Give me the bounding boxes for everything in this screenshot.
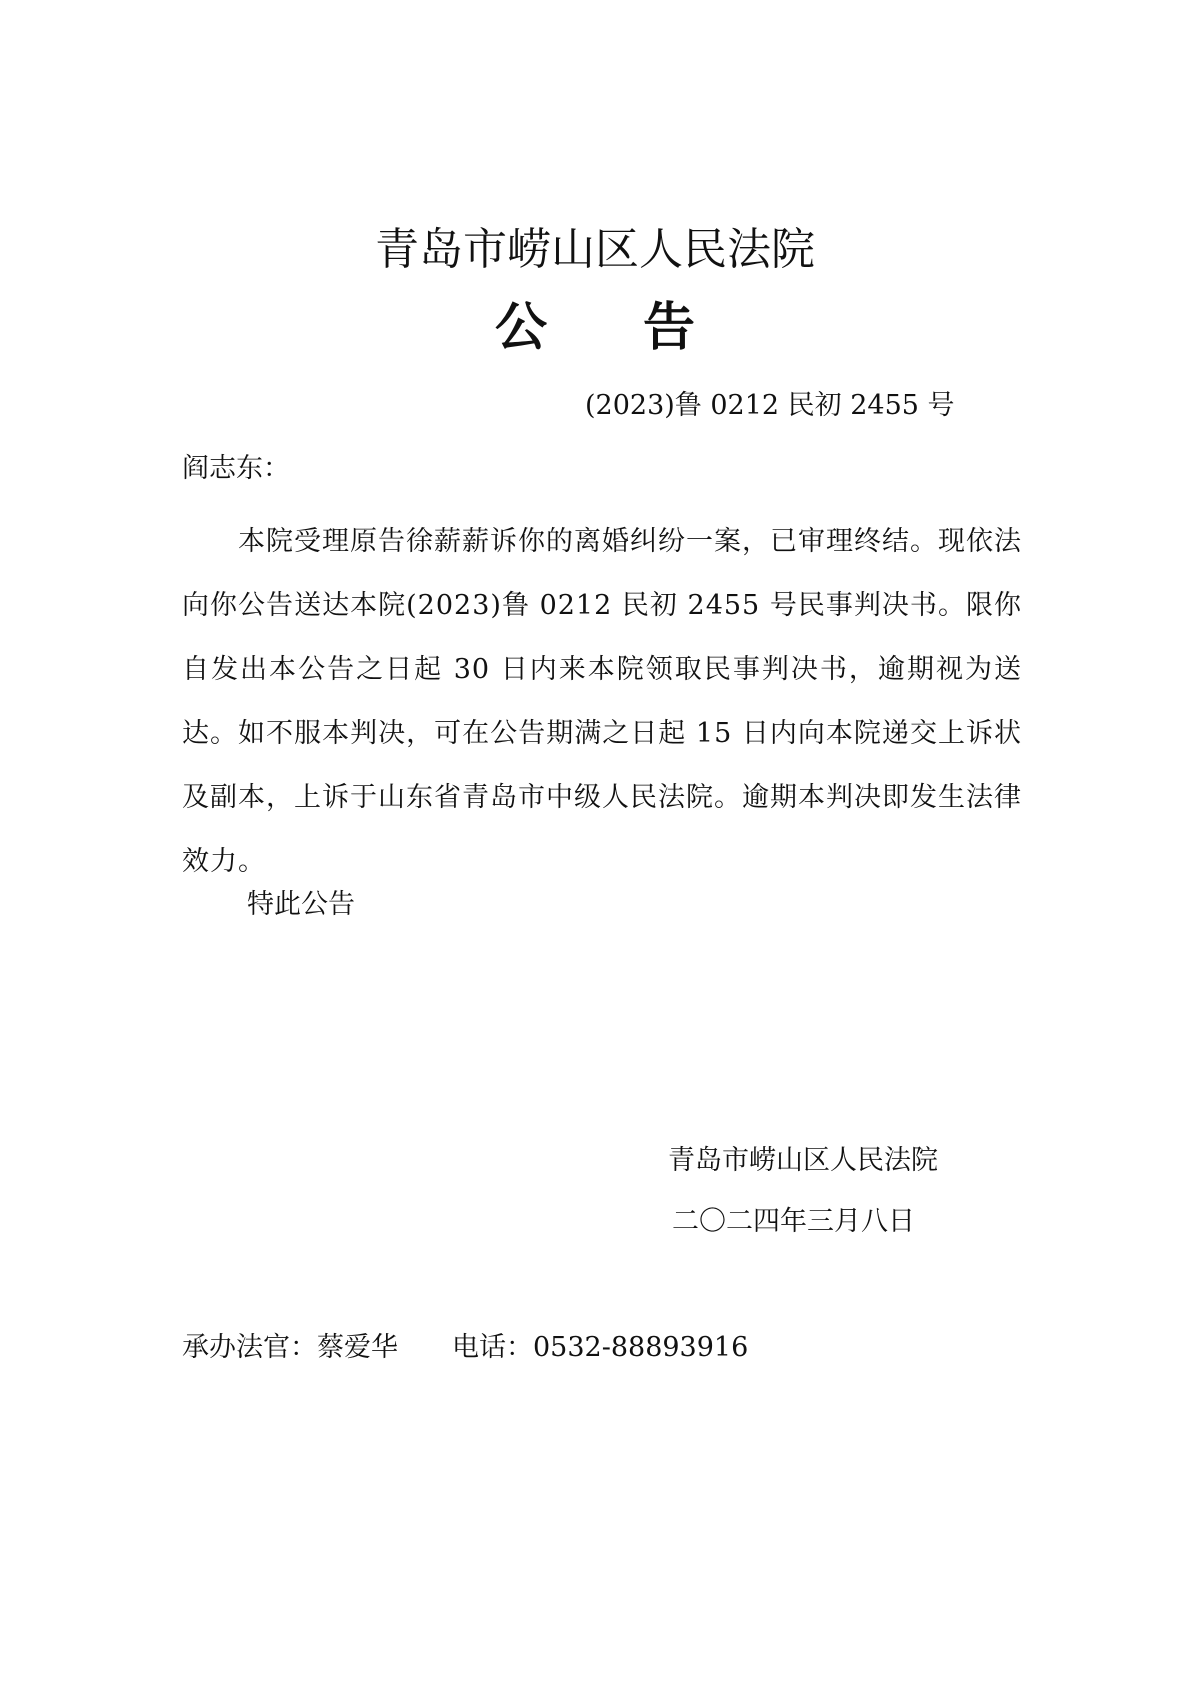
contact-line [182, 1330, 748, 1366]
closing-phrase: 特此公告 [247, 889, 355, 920]
court-name-heading: 青岛市崂山区人民法院 [375, 224, 815, 275]
phone-label: 电话：0532-88893916 [452, 1332, 749, 1363]
notice-body-text: 本院受理原告徐薪薪诉你的离婚纠纷一案，已审理终结。现依法向你公告送达本院(2023)鲁 0212 民初 2455 号民事判决书。限你自发出本公告之日起 30 日内来本院领取民事判决书，逾期视为送达。如不服本判决，可在公告期满之日起 15 日内向本院递交上诉状及副本，上诉于山东省青岛市中级人民法院。逾期本判决即发生法律效力。 [182, 526, 1022, 877]
addressee: 阎志东： [182, 453, 290, 484]
signature-court: 青岛市崂山区人民法院 [668, 1145, 938, 1176]
signature-date: 二〇二四年三月八日 [672, 1206, 915, 1237]
case-number: (2023)鲁 0212 民初 2455 号 [585, 390, 955, 421]
judge-label: 承办法官：蔡爱华 [182, 1332, 398, 1363]
notice-title: 公告 [494, 297, 791, 358]
notice-body [182, 510, 1022, 894]
